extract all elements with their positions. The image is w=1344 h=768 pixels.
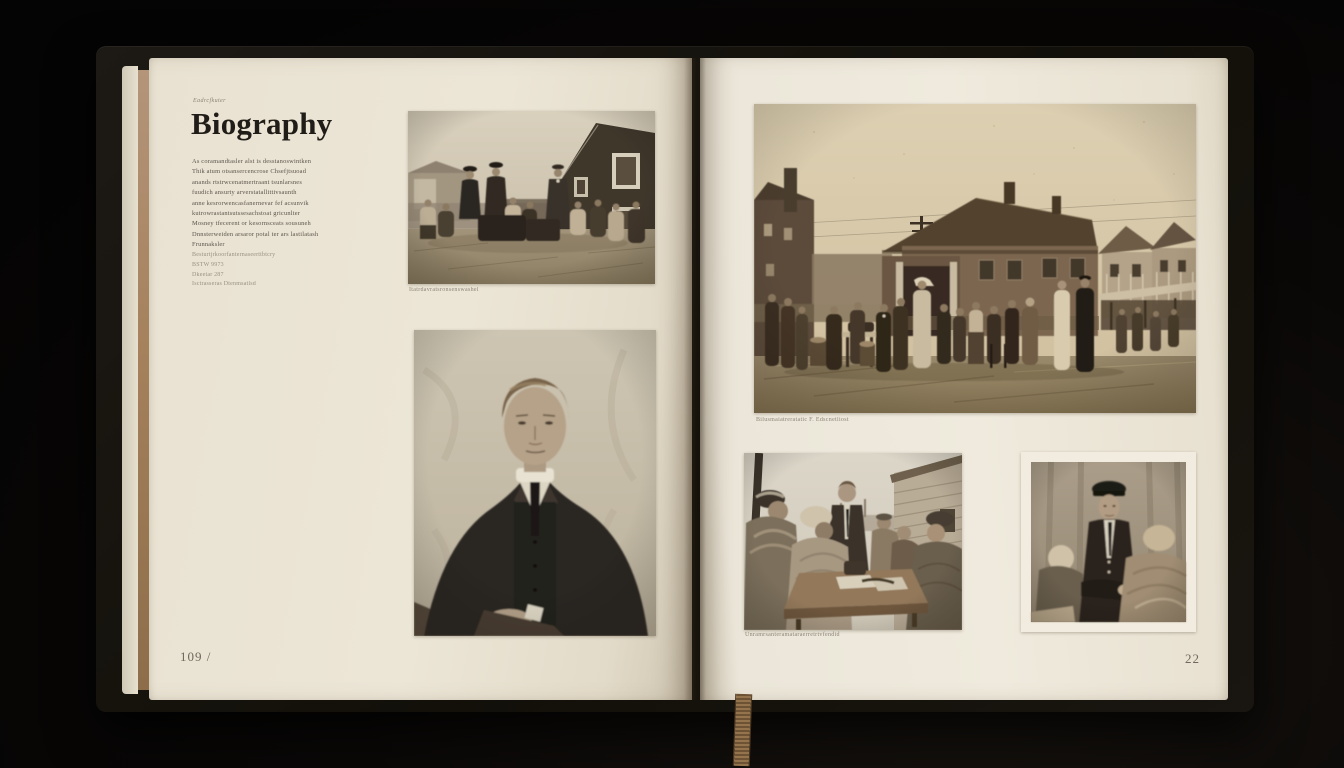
photo-town-square-illustration xyxy=(754,104,1196,413)
paragraph-line: Dnnsterweiden arsaror potal ter ars lastilatash xyxy=(192,230,319,238)
bookmark-ribbon xyxy=(733,694,753,767)
paragraph-line: Thik atum otsansercencrose Chsefjtsuoad xyxy=(192,168,307,176)
left-page xyxy=(149,58,692,700)
paragraph-line: As coramandtasler alst is desstanoswintken xyxy=(192,158,312,165)
section-kicker: Eadrcfkuter xyxy=(193,98,226,104)
paragraph-line: kutrowrastantsutssesachstoat gricunlter xyxy=(192,210,301,218)
print-image xyxy=(1031,462,1186,622)
paragraph-line: anne kesrorwencasfanernevar fef acsunvik xyxy=(192,199,309,207)
photo-speaker xyxy=(1021,452,1196,632)
vignette xyxy=(408,111,655,284)
photo-portrait-man xyxy=(414,330,656,636)
photo-outdoor-meeting xyxy=(744,453,962,630)
photo-speaker-illustration xyxy=(1021,452,1196,632)
biography-paragraph xyxy=(192,157,352,251)
right-page xyxy=(700,58,1228,700)
ribbon-edge xyxy=(138,70,149,690)
vignette xyxy=(414,330,656,636)
right-page-number: 22 xyxy=(1185,651,1200,666)
vignette xyxy=(754,104,1196,413)
photo-group-caption: Itatrdavratsronsenswashel xyxy=(409,287,479,293)
credit-line: Dkeetar 287 xyxy=(192,271,224,278)
photo-meeting-caption: Unramrsanteramataraerretrtvfendid xyxy=(745,632,840,638)
vignette xyxy=(744,453,962,630)
page-title: Biography xyxy=(191,106,333,141)
paragraph-line: anands rtstrwcenatmertraant tsunlarsnes xyxy=(192,178,303,186)
paragraph-line: Mosney tfecerent or kesornsceats sousuneh xyxy=(192,220,311,228)
open-book xyxy=(96,46,1254,712)
photo-town-square xyxy=(754,104,1196,413)
photo-portrait-illustration xyxy=(414,330,656,636)
photo-group-on-grass xyxy=(408,111,655,284)
paragraph-line: fuudich ansurty arverstatallittivsaunth xyxy=(192,189,297,197)
photo-group-illustration xyxy=(408,111,655,284)
credit-line: Isctrasseras Dtenmsatlsd xyxy=(192,281,256,288)
left-page-number: 109 / xyxy=(180,649,212,664)
credit-line: BSTW 9973 xyxy=(192,261,224,268)
page-block-edge xyxy=(122,66,138,694)
photo-meeting-illustration xyxy=(744,453,962,630)
paragraph-line: Frunnaksler xyxy=(192,241,225,249)
credit-lines xyxy=(192,251,352,290)
credit-line: Besturtjrkoorfanternaseerttbtcry xyxy=(192,252,276,258)
photo-town-square-caption: Bilusmaiatreratatic F. Edscnetliost xyxy=(756,417,849,423)
